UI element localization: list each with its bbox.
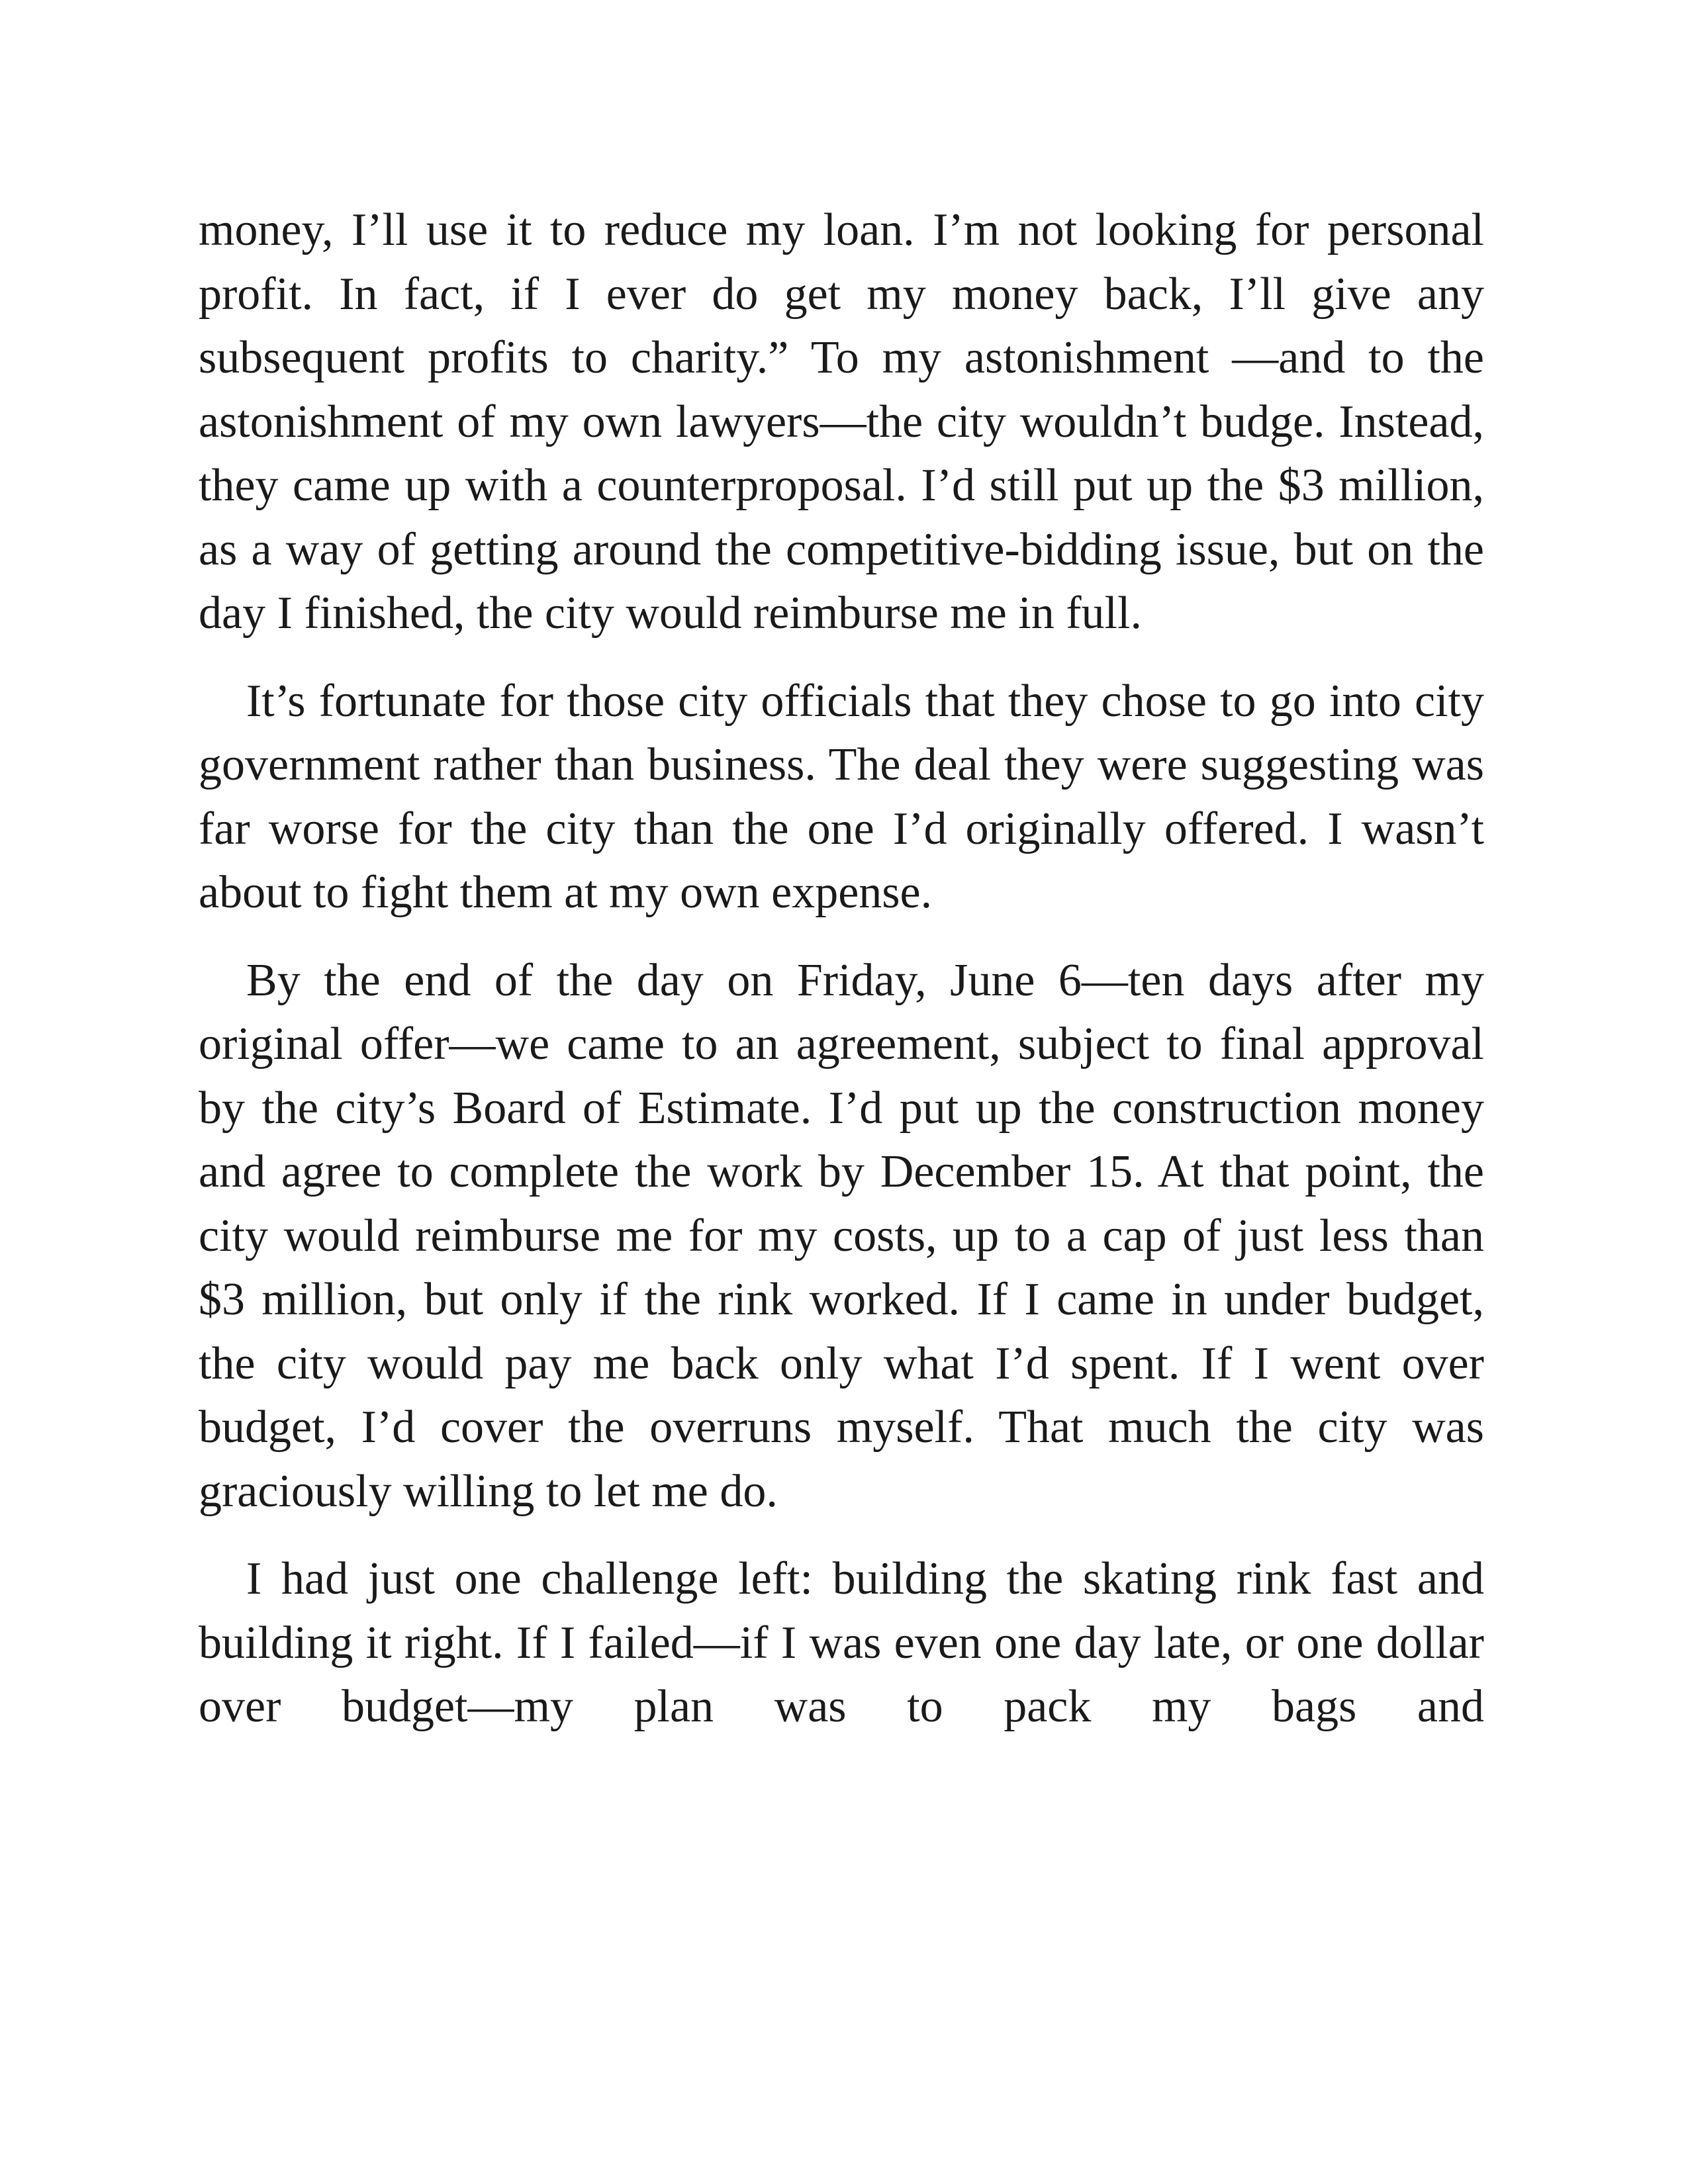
paragraph-challenge: I had just one challenge left: building the skating rink fast and building it right. If I failed—if I was even one day late, or one dollar over budget—my plan was to pack my bags and xyxy=(199,1553,1484,1732)
paragraph-continuation: money, I’ll use it to reduce my loan. I’m not looking for personal profit. In fact, if I ever do get my money back, I’ll give any subsequent profits to charity.” To my astonishment —and to the astonishment of my own lawyers—the city wouldn’t budge. Instead, they came up with a counterproposal. I’d still put up the $3 million, as a way of getting around the competitive-bidding issue, but on the day I finished, the city would reimburse me in full. xyxy=(199,205,1484,639)
page-body xyxy=(199,199,1484,1739)
paragraph-city-officials: It’s fortunate for those city officials that they chose to go into city government rather than business. The deal they were suggesting was far worse for the city than the one I’d originally offered. I wasn’t about to fight them at my own expense. xyxy=(199,675,1484,918)
paragraph-agreement: By the end of the day on Friday, June 6—ten days after my original offer—we came to an agreement, subject to final approval by the city’s Board of Estimate. I’d put up the construction money and agree to complete the work by December 15. At that point, the city would reimburse me for my costs, up to a cap of just less than $3 million, but only if the rink worked. If I came in under budget, the city would pay me back only what I’d spent. If I went over budget, I’d cover the overruns myself. That much the city was graciously willing to let me do. xyxy=(199,954,1484,1517)
